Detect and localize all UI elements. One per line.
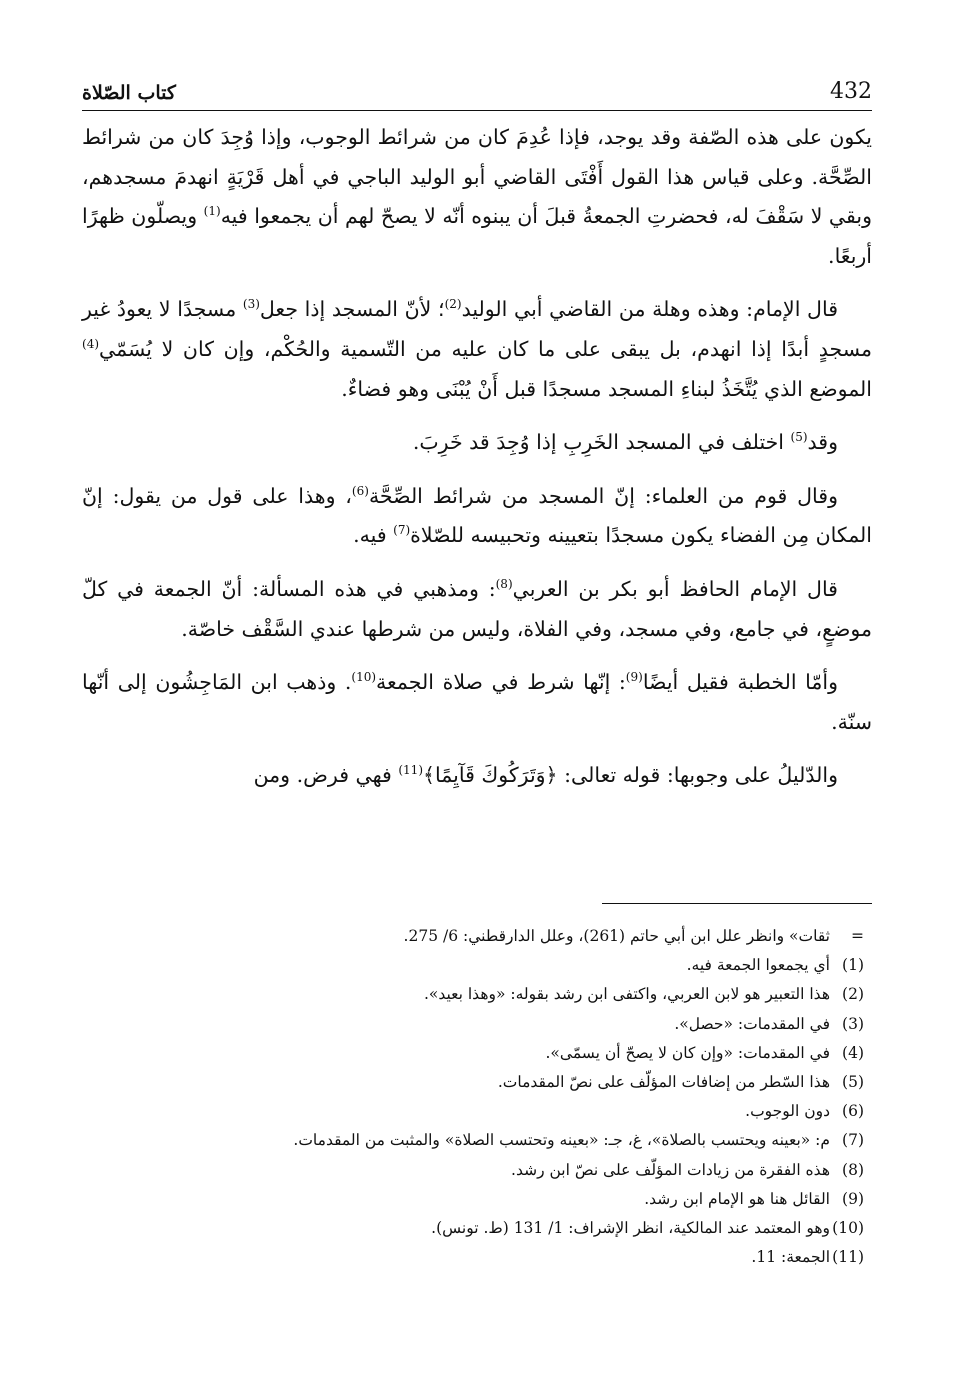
- footnote-ref: (9): [625, 670, 643, 685]
- footnote-text: هذا التعبير هو لابن العربي، واكتفى ابن رشد بقوله: «وهذا بعيد».: [423, 985, 830, 1004]
- footnote-number: (11): [832, 1248, 864, 1267]
- footnote-text: م: «بعينه ويحتسب بالصلاة»، غ، جـ: «بعينه وتحتسب الصلاة» والمثبت من المقدمات.: [293, 1131, 830, 1150]
- text-run: وقد: [807, 430, 838, 455]
- footnote: [110, 1097, 864, 1126]
- footnote-ref: (4): [82, 337, 100, 352]
- text-run: : إنّها شرط في صلاة الجمعة: [376, 670, 626, 695]
- footnote-number: (7): [842, 1131, 864, 1150]
- text-run: والدّليلُ على وجوبها: قوله تعالى: ﴿وَتَرَكُوكَ قَآيِمًا﴾: [423, 763, 838, 788]
- paragraph: [82, 663, 872, 742]
- footnote-number: (2): [842, 985, 864, 1004]
- footnote: [110, 980, 864, 1009]
- text-run: فيه.: [353, 523, 394, 548]
- text-run: : ومذهبي في هذه المسألة: أنّ الجمعة في كلّ موضعٍ، في جامع، وفي مسجد، وفي الفلاة، وليس من شرطها عندي السَّقْف خاصّة.: [82, 576, 872, 641]
- footnote-ref: (8): [495, 577, 513, 592]
- footnote: [110, 951, 864, 980]
- text-run: يكون على هذه الصّفة وقد يوجد، فإذا عُدِمَ كان من شرائط الوجوب، وإذا وُجِدَ كان من شرائط الصِّحَّة. وعلى قياس هذا القول أَفْتَى القاضي أبو الوليد الباجي في أهل قَرْيَةٍ انهدمَ مسجدهم، وبقي لا سَقْفَ له، فحضرتِ الجمعةُ قبلَ أن يبنوه أنّه لا يصحّ لهم أن يجمعوا فيه: [82, 125, 872, 229]
- footnote-ref: (7): [393, 523, 411, 538]
- text-run: ، وهذا على قول من يقول: إنّ المكان مِن الفضاء يكون مسجدًا بتعيينه وتحبيسه للصّلاة: [82, 483, 872, 548]
- footnote-ref: (11): [398, 763, 424, 778]
- footnote-text: القائل هنا هو الإمام ابن رشد.: [644, 1189, 830, 1208]
- text-run: قال الإمام: وهذه وهلة من القاضي أبي الوليد: [461, 297, 839, 322]
- page-header: [82, 70, 872, 104]
- text-run: قال الإمام الحافظ أبو بكر بن العربي: [512, 576, 838, 601]
- footnote: [110, 1214, 864, 1243]
- footnote-text: في المقدمات: «حصل».: [674, 1014, 830, 1033]
- footnote: [110, 922, 864, 951]
- footnote-text: أي يجمعوا الجمعة فيه.: [686, 956, 830, 975]
- footnote-number: (4): [842, 1043, 864, 1062]
- footnote-ref: (2): [444, 297, 462, 312]
- footnote-ref: (6): [351, 483, 369, 498]
- footnote-text: وهو المعتمد عند المالكية، انظر الإشراف: 1/ 131 (ط. تونس).: [431, 1219, 830, 1238]
- text-run: الموضع الذي يُتَّخَذُ لبناءِ المسجد مسجدًا قبل أَنْ يُبْنَى وهو فضاءٌ.: [341, 376, 872, 401]
- text-run: ويصلّون ظهرًا أربعًا.: [82, 204, 872, 268]
- page-number: 432: [830, 79, 872, 104]
- text-run: وقال قوم من العلماء: إنّ المسجد من شرائط الصِّحَّة: [368, 483, 838, 508]
- paragraph: [82, 423, 872, 463]
- footnote: [110, 1185, 864, 1214]
- footnote: [110, 1039, 864, 1068]
- footnote: [110, 1068, 864, 1097]
- header-rule: [82, 110, 872, 111]
- footnote-ref: (10): [351, 670, 377, 685]
- text-run: فهي فرض. ومن: [253, 763, 399, 788]
- footnote-number: (10): [832, 1219, 864, 1238]
- paragraph: [82, 756, 872, 796]
- footnote-text: ثقات» وانظر علل ابن أبي حاتم (261)، وعلل الدارقطني: 6/ 275.: [403, 927, 830, 945]
- paragraph: [82, 570, 872, 649]
- text-run: وأمّا الخطبة فقيل أيضًا: [642, 670, 838, 695]
- footnote-text: هذا السّطر من إضافات المؤلّف على نصّ المقدمات.: [497, 1073, 830, 1092]
- text-run: . وذهب ابن المَاجِشُون إلى أنّها سنّة.: [82, 670, 872, 734]
- text-run: ؛ لأنّ المسجد إذا جعل: [259, 297, 445, 322]
- footnote-ref: (5): [790, 430, 808, 445]
- running-title: كتاب الصّلاة: [82, 82, 176, 104]
- main-text: [82, 118, 872, 810]
- paragraph: [82, 477, 872, 556]
- text-run: اختلف في المسجد الخَرِبِ إذا وُجِدَ قد خَرِبَ.: [412, 430, 791, 455]
- footnote-ref: (1): [203, 204, 221, 219]
- footnote-number: =: [851, 927, 864, 945]
- footnote-text: دون الوجوب.: [745, 1102, 830, 1121]
- footnote-text: الجمعة: 11.: [751, 1248, 830, 1267]
- text-run: مسجدًا لا يعودُ غير مسجدٍ أبدًا إذا انهدم، بل يبقى على ما كان عليه من التّسمية والحُكْم، وإن كان لا يُسَمّي: [82, 297, 872, 361]
- footnote: [110, 1156, 864, 1185]
- footnote-number: (8): [842, 1160, 864, 1179]
- footnote-number: (3): [842, 1014, 864, 1033]
- paragraph: [82, 118, 872, 276]
- footnote: [110, 1010, 864, 1039]
- footnote-text: في المقدمات: «وإن كان لا يصحّ أن يسمّى».: [545, 1043, 830, 1062]
- footnotes: [110, 922, 864, 1272]
- footnote-number: (9): [842, 1189, 864, 1208]
- paragraph: [82, 290, 872, 409]
- footnote-number: (5): [842, 1073, 864, 1092]
- footnote: [110, 1126, 864, 1155]
- footnote-rule: [602, 903, 872, 904]
- footnote-ref: (3): [242, 297, 260, 312]
- footnote: [110, 1243, 864, 1272]
- footnote-text: هذه الفقرة من زيادات المؤلّف على نصّ ابن رشد.: [511, 1160, 830, 1179]
- footnote-number: (1): [842, 956, 864, 975]
- footnote-number: (6): [842, 1102, 864, 1121]
